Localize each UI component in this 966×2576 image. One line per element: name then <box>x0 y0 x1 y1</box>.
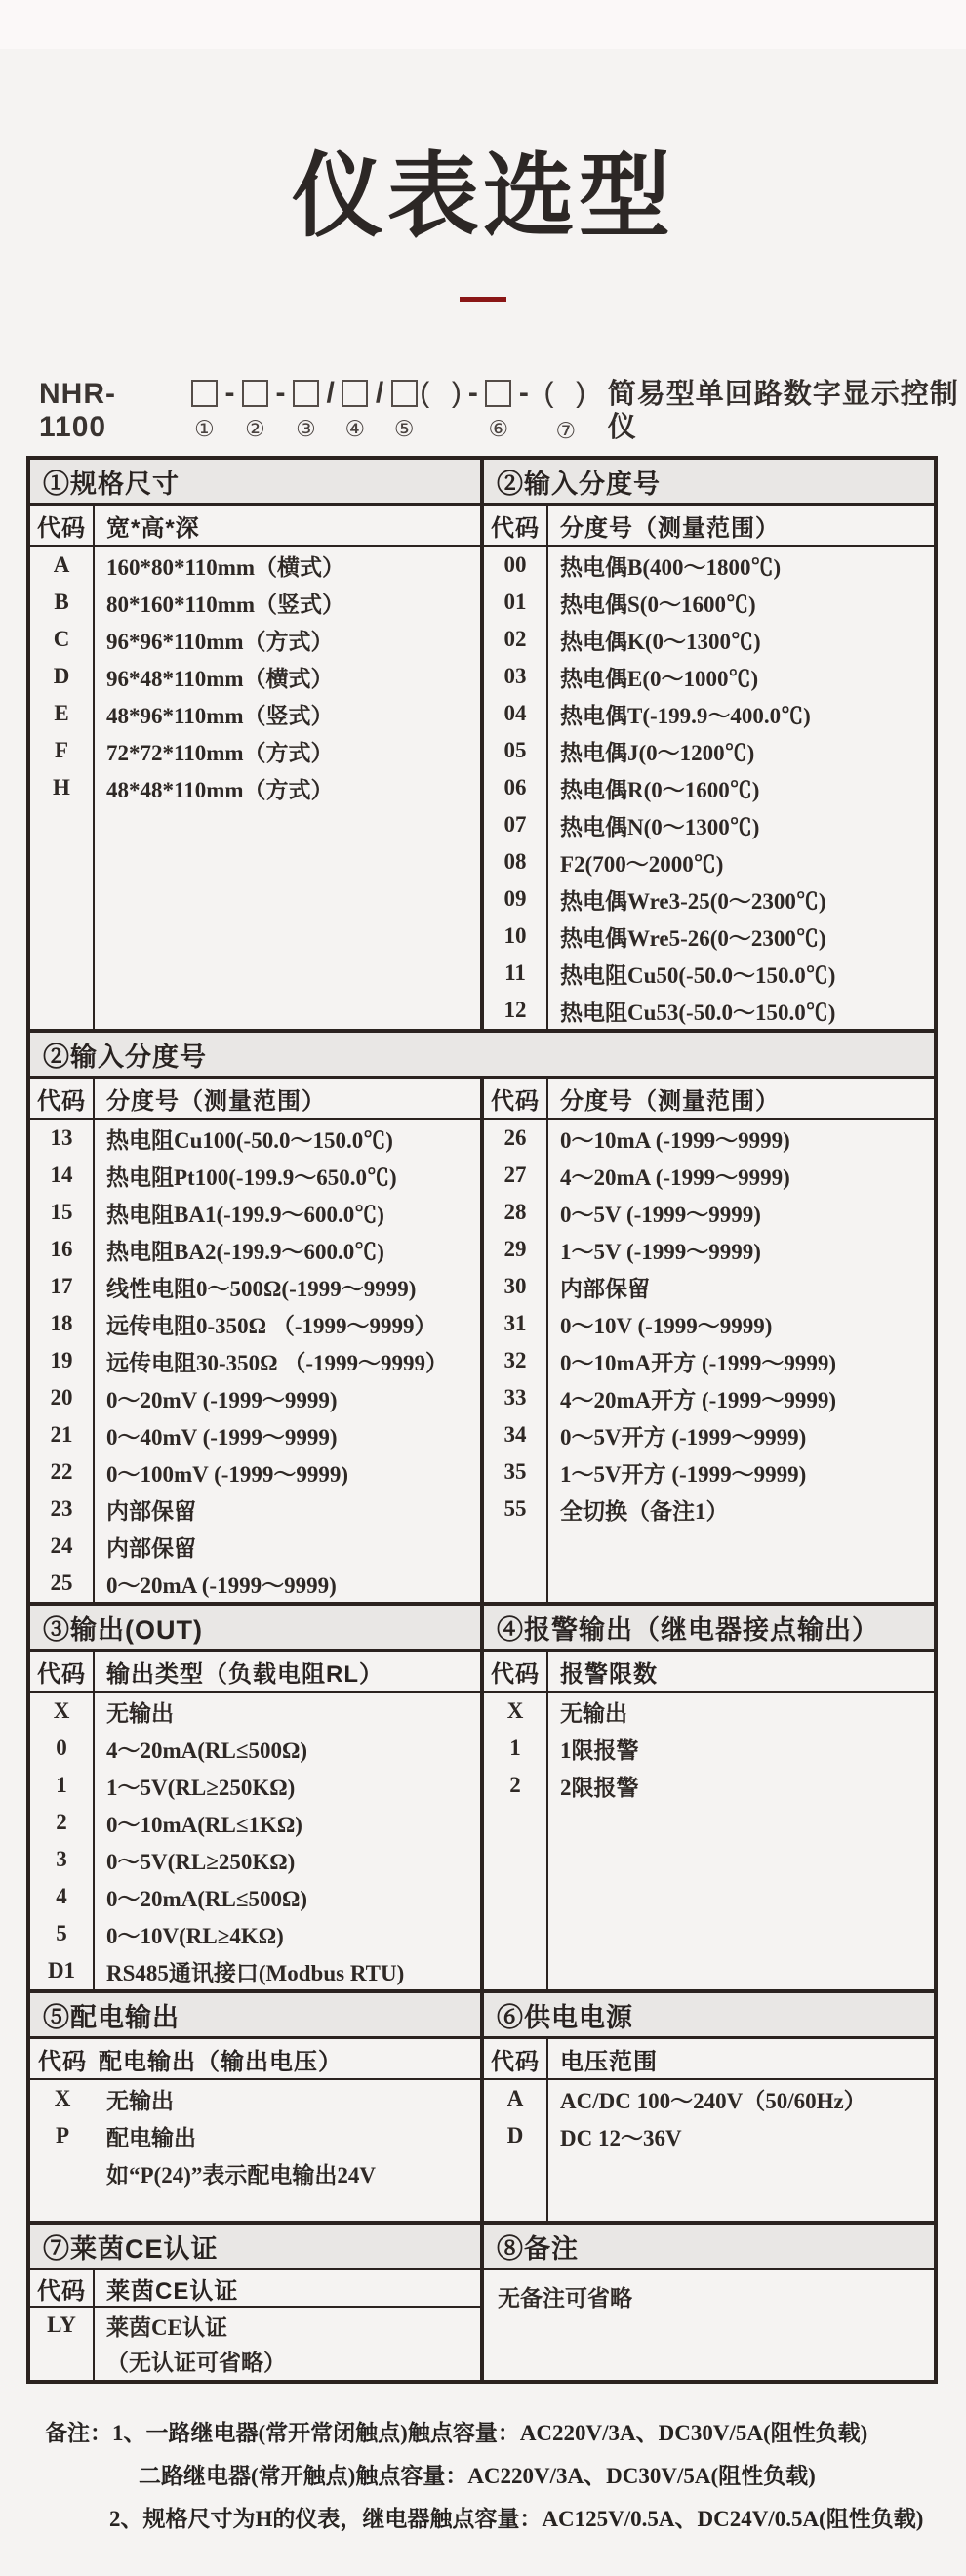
desc-cell: 热电偶S(0～1600℃) <box>560 592 756 617</box>
desc-cell: 热电阻BA1(-199.9～600.0℃) <box>106 1202 384 1227</box>
model-box-3 <box>293 380 319 407</box>
code-cell: 02 <box>503 627 527 651</box>
desc-cell: 0～10V(RL≥4KΩ) <box>106 1923 284 1948</box>
block-ce-remark <box>30 2221 934 2380</box>
desc-cell: 96*96*110mm（方式） <box>106 629 334 654</box>
table-row <box>30 2080 480 2117</box>
power-out-table <box>30 1993 484 2221</box>
code-cell: 01 <box>503 590 527 614</box>
desc-cell: 0～40mV (-1999～9999) <box>106 1424 338 1450</box>
model-sep-slash: / <box>375 377 384 409</box>
column-header-desc: 宽*高*深 <box>95 506 480 547</box>
code-cell: E <box>54 701 69 725</box>
input2-left-table <box>30 1079 484 1602</box>
input1-desc-column <box>548 506 934 1029</box>
desc-cell: 0～5V开方 (-1999～9999) <box>560 1424 807 1450</box>
desc-cell: 热电偶E(0～1000℃) <box>560 666 759 691</box>
supply-desc-column <box>548 2039 934 2221</box>
desc-cell: 无输出 <box>106 2088 174 2113</box>
model-box-1 <box>191 380 218 407</box>
desc-cell: 热电阻Cu100(-50.0～150.0℃) <box>106 1127 393 1153</box>
code-cell: 19 <box>50 1348 73 1372</box>
code-cell: 25 <box>50 1571 73 1595</box>
code-cell: 2 <box>509 1773 521 1797</box>
desc-cell: 48*48*110mm（方式） <box>106 777 334 802</box>
code-cell: 13 <box>50 1125 73 1150</box>
code-cell: H <box>53 775 70 799</box>
desc-cell: 0～10V (-1999～9999) <box>560 1313 773 1338</box>
code-cell: 11 <box>504 961 526 985</box>
desc-cell: 内部保留 <box>560 1276 650 1301</box>
desc-cell: 热电阻Pt100(-199.9～650.0℃) <box>106 1165 397 1190</box>
desc-cell: 热电偶R(0～1600℃) <box>560 777 760 802</box>
model-mark-4: ④ <box>344 416 366 441</box>
code-cell: 5 <box>56 1921 67 1945</box>
desc-cell: 0～5V (-1999～9999) <box>560 1202 761 1227</box>
code-cell: 12 <box>503 998 527 1022</box>
output-title: ③输出(OUT) <box>30 1606 480 1652</box>
desc-cell: 远传电阻30-350Ω （-1999～9999） <box>106 1350 448 1375</box>
code-cell: 26 <box>503 1125 527 1150</box>
desc-cell: 2限报警 <box>560 1775 639 1800</box>
ce-desc-column <box>95 2270 480 2380</box>
code-cell: X <box>506 1698 524 1723</box>
desc-cell: 如“P(24)”表示配电输出24V <box>106 2162 376 2188</box>
ce-code-column <box>30 2270 95 2380</box>
alarm-desc-column <box>548 1652 934 1989</box>
spec-title: ①规格尺寸 <box>30 460 480 506</box>
model-mark-3: ③ <box>296 416 316 441</box>
code-cell: 21 <box>50 1422 73 1447</box>
desc-cell: 4～20mA (-1999～9999) <box>560 1165 790 1190</box>
title-divider <box>460 297 506 302</box>
model-line <box>39 378 966 444</box>
desc-cell: 热电偶T(-199.9～400.0℃) <box>560 703 811 728</box>
input1-code-column <box>484 506 548 1029</box>
column-header-desc: 分度号（测量范围） <box>95 1079 480 1120</box>
model-slot-6 <box>483 378 514 441</box>
code-cell: 30 <box>503 1274 527 1298</box>
selection-table <box>26 456 938 2384</box>
code-cell: 55 <box>503 1496 527 1521</box>
input2-left-desc-column <box>95 1079 480 1602</box>
desc-cell: 1限报警 <box>560 1738 639 1763</box>
code-cell: 27 <box>503 1163 527 1187</box>
model-sep-dash: - <box>224 377 235 409</box>
input2-right-code-column <box>484 1079 548 1602</box>
block-spec-input <box>30 460 934 1029</box>
desc-cell: 热电偶K(0～1300℃) <box>560 629 761 654</box>
code-cell: 32 <box>503 1348 527 1372</box>
desc-cell: 0～100mV (-1999～9999) <box>106 1461 349 1487</box>
column-header-code: 代码 <box>30 1079 93 1120</box>
code-cell: 00 <box>503 552 527 577</box>
model-box-2 <box>242 380 268 407</box>
model-slot-7 <box>534 378 598 443</box>
desc-cell: 线性电阻0～500Ω(-1999～9999) <box>106 1276 417 1301</box>
code-cell: 18 <box>50 1311 73 1335</box>
desc-cell: 4～20mA开方 (-1999～9999) <box>560 1387 836 1412</box>
code-cell: 16 <box>50 1237 73 1261</box>
remark-content: 无备注可省略 <box>498 2286 632 2310</box>
column-header-desc: 分度号（测量范围） <box>548 1079 934 1120</box>
model-slot-1 <box>188 378 220 441</box>
model-description: 简易型单回路数字显示控制仪 <box>607 379 959 443</box>
code-cell: 17 <box>50 1274 73 1298</box>
block-powerout-supply <box>30 1989 934 2221</box>
supply-title: ⑥供电电源 <box>484 1993 934 2039</box>
desc-cell: 0～10mA (-1999～9999) <box>560 1127 790 1153</box>
code-cell: A <box>506 2086 524 2110</box>
code-cell: D1 <box>47 1958 76 1983</box>
desc-cell: 热电偶J(0～1200℃) <box>560 740 755 765</box>
code-cell: 14 <box>50 1163 73 1187</box>
code-cell: 03 <box>503 664 527 688</box>
alarm-code-column <box>484 1652 548 1989</box>
remark-title: ⑧备注 <box>484 2225 934 2270</box>
model-slot-2 <box>239 378 270 441</box>
input1-table <box>484 460 934 1029</box>
column-header-code: 代码 <box>484 1652 546 1693</box>
code-cell: 20 <box>50 1385 73 1410</box>
footnotes <box>45 2409 966 2538</box>
column-header-code: 代码 <box>484 2039 546 2080</box>
desc-cell: 内部保留 <box>106 1498 196 1524</box>
code-cell: 1 <box>56 1773 67 1797</box>
desc-cell: 1～5V开方 (-1999～9999) <box>560 1461 807 1487</box>
model-sep-dash: - <box>275 377 286 409</box>
output-table <box>30 1606 484 1989</box>
desc-cell: 48*96*110mm（竖式） <box>106 703 334 728</box>
code-cell: 09 <box>503 886 527 911</box>
code-cell: 10 <box>503 923 527 948</box>
code-cell: 15 <box>50 1200 73 1224</box>
desc-cell: 80*160*110mm（竖式） <box>106 592 345 617</box>
column-header-code: 代码 <box>38 2048 87 2075</box>
model-mark-2: ② <box>245 416 265 441</box>
desc-cell: 热电偶Wre3-25(0～2300℃) <box>560 888 826 914</box>
desc-cell: 热电阻Cu53(-50.0～150.0℃) <box>560 1000 836 1025</box>
code-cell: 29 <box>503 1237 527 1261</box>
code-cell: F <box>54 738 69 762</box>
desc-cell: 72*72*110mm（方式） <box>106 740 334 765</box>
table-row <box>30 2154 480 2191</box>
code-cell: D <box>53 664 70 688</box>
desc-cell: 无输出 <box>106 1700 174 1726</box>
model-parens-2: ( ) <box>543 377 588 409</box>
desc-cell: 热电偶B(400～1800℃) <box>560 554 782 580</box>
code-cell: 07 <box>503 812 527 837</box>
code-cell: A <box>53 552 70 577</box>
model-box-5 <box>391 380 418 407</box>
code-cell: C <box>53 627 70 651</box>
code-cell: 4 <box>56 1884 67 1908</box>
power-out-title: ⑤配电输出 <box>30 1993 480 2039</box>
output-desc-column <box>95 1652 480 1989</box>
desc-cell: 0～20mV (-1999～9999) <box>106 1387 338 1412</box>
input2-title: ②输入分度号 <box>30 1033 934 1079</box>
model-mark-6: ⑥ <box>488 416 509 441</box>
power-out-body <box>30 2039 480 2221</box>
code-cell: 08 <box>503 849 527 874</box>
column-header-code: 代码 <box>30 506 93 547</box>
page-title: 仪表选型 <box>291 144 674 247</box>
code-cell: 05 <box>503 738 527 762</box>
model-mark-1: ① <box>194 416 215 441</box>
column-header-code: 代码 <box>30 1652 93 1693</box>
desc-cell: F2(700～2000℃) <box>560 851 724 877</box>
model-code: NHR-1100 <box>39 378 116 443</box>
footnote-line-2: 二路继电器(常开触点)触点容量：AC220V/3A、DC30V/5A(阻性负载) <box>139 2463 816 2488</box>
desc-cell: 远传电阻0-350Ω （-1999～9999） <box>106 1313 437 1338</box>
input2-right-table <box>484 1079 934 1602</box>
code-cell: 33 <box>503 1385 527 1410</box>
model-mark-7: ⑦ <box>555 418 577 443</box>
spec-table <box>30 460 484 1029</box>
spec-code-column <box>30 506 95 1029</box>
top-strip <box>0 0 966 49</box>
code-cell: 31 <box>503 1311 527 1335</box>
ce-table <box>30 2225 484 2380</box>
code-cell: 04 <box>503 701 527 725</box>
desc-cell: RS485通讯接口(Modbus RTU) <box>106 1960 405 1985</box>
alarm-title: ④报警输出（继电器接点输出） <box>484 1606 934 1652</box>
footnote-line-1: 备注：1、一路继电器(常开常闭触点)触点容量：AC220V/3A、DC30V/5A(阻性负载) <box>45 2420 868 2445</box>
block-input-cont <box>30 1029 934 1602</box>
column-header-desc: 报警限数 <box>548 1652 934 1693</box>
desc-cell: 0～5V(RL≥250KΩ) <box>106 1849 296 1874</box>
supply-code-column <box>484 2039 548 2221</box>
code-cell: B <box>54 590 69 614</box>
block-output-alarm <box>30 1602 934 1989</box>
code-cell: 06 <box>503 775 527 799</box>
desc-cell: 莱茵CE认证 <box>106 2314 227 2340</box>
code-cell: 3 <box>56 1847 67 1871</box>
input2-left-code-column <box>30 1079 95 1602</box>
spec-desc-column <box>95 506 480 1029</box>
model-box-6 <box>485 380 511 407</box>
desc-cell: 内部保留 <box>106 1535 196 1561</box>
input2-right-desc-column <box>548 1079 934 1602</box>
desc-cell: 热电阻BA2(-199.9～600.0℃) <box>106 1239 384 1264</box>
code-cell: 2 <box>56 1810 67 1834</box>
model-slot-4 <box>340 378 371 441</box>
desc-cell: 96*48*110mm（横式） <box>106 666 334 691</box>
column-header-desc: 配电输出（输出电压） <box>99 2048 342 2075</box>
model-sep-slash: / <box>326 377 335 409</box>
desc-cell: 配电输出 <box>106 2125 196 2150</box>
code-cell: 28 <box>503 1200 527 1224</box>
desc-cell: 热电偶Wre5-26(0～2300℃) <box>560 925 826 951</box>
code-cell: 0 <box>56 1736 67 1760</box>
desc-cell: 4～20mA(RL≤500Ω) <box>106 1738 308 1763</box>
model-sep-dash: - <box>467 377 478 409</box>
remark-table <box>484 2225 934 2380</box>
column-header-desc: 莱茵CE认证 <box>95 2270 480 2308</box>
column-header-desc: 输出类型（负载电阻RL） <box>95 1652 480 1693</box>
code-cell: 23 <box>50 1496 73 1521</box>
alarm-table <box>484 1606 934 1989</box>
code-cell: LY <box>47 2312 76 2337</box>
output-code-column <box>30 1652 95 1989</box>
code-cell: X <box>53 1698 70 1723</box>
footnote-line-3: 2、规格尺寸为H的仪表，继电器触点容量：AC125V/0.5A、DC24V/0.5A(阻性负载) <box>109 2506 924 2531</box>
desc-cell: 热电阻Cu50(-50.0～150.0℃) <box>560 962 836 988</box>
code-cell: X <box>54 2086 71 2110</box>
desc-cell: 160*80*110mm（横式） <box>106 554 345 580</box>
code-cell: P <box>55 2123 70 2147</box>
column-header-desc: 电压范围 <box>548 2039 934 2080</box>
desc-cell: 0～20mA(RL≤500Ω) <box>106 1886 308 1911</box>
desc-cell: 0～10mA开方 (-1999～9999) <box>560 1350 836 1375</box>
desc-cell: DC 12～36V <box>560 2125 682 2150</box>
desc-cell: 0～20mA (-1999～9999) <box>106 1573 337 1598</box>
table-row <box>30 2117 480 2154</box>
column-header-code: 代码 <box>30 2270 93 2308</box>
model-mark-5: ⑤ <box>393 416 415 441</box>
column-header-code: 代码 <box>484 1079 546 1120</box>
code-cell: 24 <box>50 1533 73 1558</box>
model-sep-dash: - <box>518 377 529 409</box>
model-box-4 <box>342 380 368 407</box>
desc-cell: 0～10mA(RL≤1KΩ) <box>106 1812 302 1837</box>
desc-cell: 1～5V(RL≥250KΩ) <box>106 1775 296 1800</box>
desc-cell: （无认证可省略） <box>106 2350 286 2375</box>
code-cell: 22 <box>50 1459 73 1484</box>
desc-cell: 全切换（备注1） <box>560 1498 729 1524</box>
code-cell: 1 <box>509 1736 521 1760</box>
model-parens-1: ( ) <box>420 377 463 409</box>
column-header-desc: 分度号（测量范围） <box>548 506 934 547</box>
desc-cell: 无输出 <box>560 1700 627 1726</box>
model-slot-5 <box>388 378 420 441</box>
code-cell: 34 <box>503 1422 527 1447</box>
ce-title: ⑦莱茵CE认证 <box>30 2225 480 2270</box>
code-cell: 35 <box>503 1459 527 1484</box>
desc-cell: AC/DC 100～240V（50/60Hz） <box>560 2088 866 2113</box>
supply-table <box>484 1993 934 2221</box>
input1-title: ②输入分度号 <box>484 460 934 506</box>
desc-cell: 热电偶N(0～1300℃) <box>560 814 760 839</box>
desc-cell: 1～5V (-1999～9999) <box>560 1239 761 1264</box>
code-cell: D <box>506 2123 524 2147</box>
model-slot-3 <box>290 378 321 441</box>
column-header-code: 代码 <box>484 506 546 547</box>
